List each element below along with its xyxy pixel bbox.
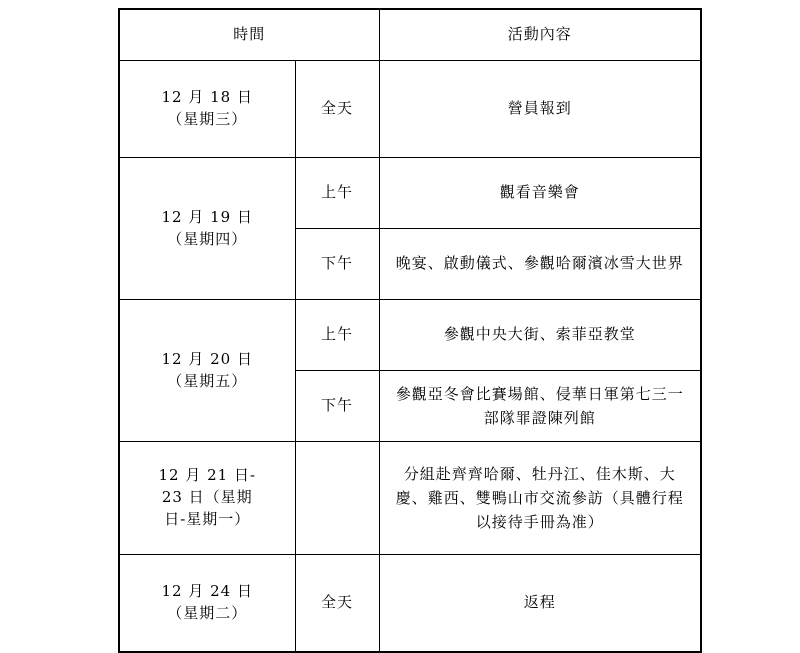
date-cell: 12 月 18 日 （星期三） — [119, 61, 295, 158]
table-header-row — [119, 9, 701, 61]
period-cell: 上午 — [295, 158, 379, 229]
table-row — [119, 442, 701, 555]
activity-cell: 營員報到 — [379, 61, 701, 158]
date-cell: 12 月 19 日 （星期四） — [119, 158, 295, 300]
activity-cell: 分組赴齊齊哈爾、牡丹江、佳木斯、大 慶、雞西、雙鴨山市交流參訪（具體行程 以接待手冊為准） — [379, 442, 701, 555]
date-cell: 12 月 20 日 （星期五） — [119, 300, 295, 442]
column-header-time: 時間 — [119, 9, 379, 61]
period-cell: 下午 — [295, 371, 379, 442]
table-row — [119, 300, 701, 371]
period-cell: 下午 — [295, 229, 379, 300]
column-header-activity: 活動內容 — [379, 9, 701, 61]
table-row — [119, 61, 701, 158]
period-cell: 全天 — [295, 61, 379, 158]
date-cell: 12 月 21 日- 23 日（星期 日-星期一） — [119, 442, 295, 555]
table-header — [119, 9, 701, 61]
schedule-table — [118, 8, 702, 653]
table-row — [119, 158, 701, 229]
activity-cell: 晚宴、啟動儀式、參觀哈爾濱冰雪大世界 — [379, 229, 701, 300]
period-cell: 全天 — [295, 555, 379, 653]
activity-cell: 參觀中央大街、索菲亞教堂 — [379, 300, 701, 371]
period-cell — [295, 442, 379, 555]
activity-cell: 觀看音樂會 — [379, 158, 701, 229]
date-cell: 12 月 24 日 （星期二） — [119, 555, 295, 653]
activity-cell: 返程 — [379, 555, 701, 653]
table-body — [119, 61, 701, 653]
activity-cell: 參觀亞冬會比賽場館、侵華日軍第七三一 部隊罪證陳列館 — [379, 371, 701, 442]
period-cell: 上午 — [295, 300, 379, 371]
table-row — [119, 555, 701, 653]
schedule-table-container — [118, 8, 700, 622]
